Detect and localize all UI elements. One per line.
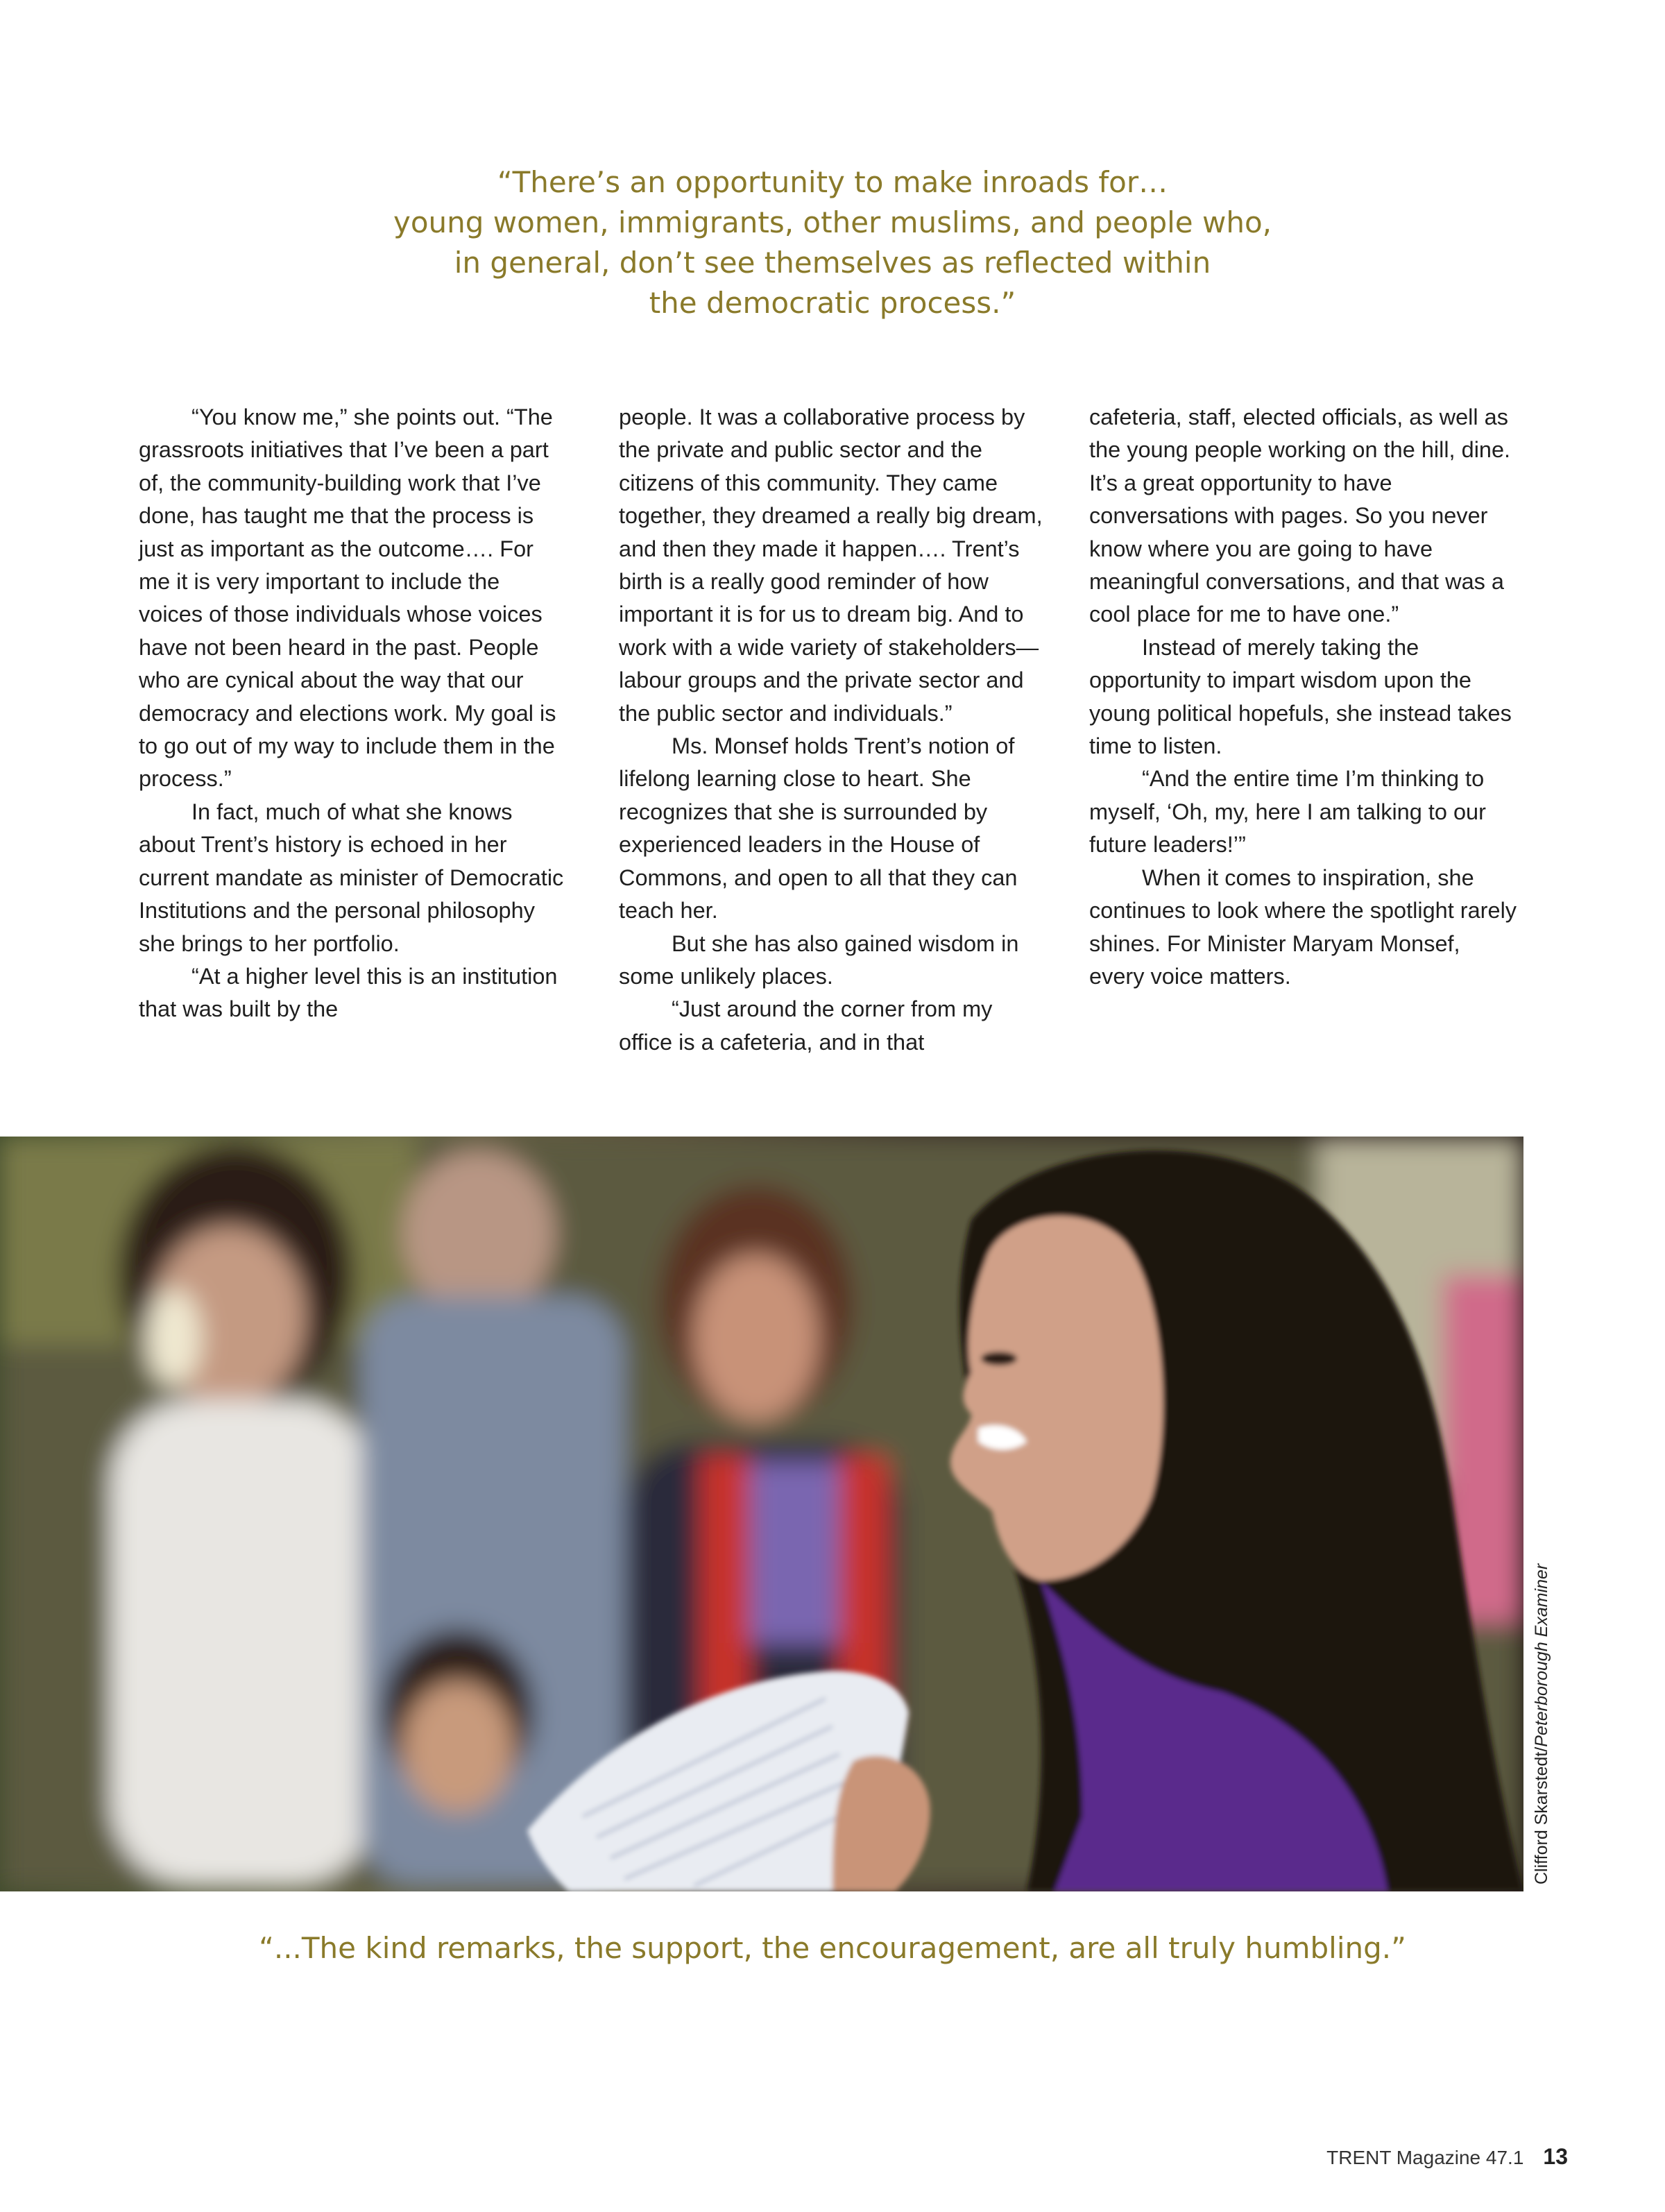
paragraph: people. It was a collaborative process by the private and public sector and the citizens of this community. They came together, they dreamed a really big dream, and then they made it happen…. Trent’s birth is a really good reminder of how important it is for us to dream big. And to work with a wide variety of stakeholders—labour groups and the private sector and the public sector and individuals.” <box>619 405 1043 726</box>
page-number: 13 <box>1543 2144 1568 2169</box>
paragraph: When it comes to inspiration, she continues to look where the spotlight rarely shines. For Minister Maryam Monsef, every voice matters. <box>1089 865 1517 989</box>
page-footer <box>1326 2144 1568 2170</box>
pull-quote-line: “There’s an opportunity to make inroads for… <box>497 165 1168 199</box>
pull-quote-line: young women, immigrants, other muslims, and people who, <box>393 205 1272 239</box>
paragraph: “Just around the corner from my office is a cafeteria, and in that <box>619 996 993 1055</box>
pull-quote-bottom: “...The kind remarks, the support, the encouragement, are all truly humbling.” <box>259 1931 1406 1965</box>
column-1 <box>139 401 569 1026</box>
paragraph: “And the entire time I’m thinking to myself, ‘Oh, my, here I am talking to our future leaders!’” <box>1089 766 1486 858</box>
magazine-name: TRENT Magazine 47.1 <box>1326 2147 1524 2168</box>
paragraph: But she has also gained wisdom in some unlikely places. <box>619 930 1019 989</box>
paragraph: “At a higher level this is an institution that was built by the <box>139 963 558 1022</box>
photo-credit-source: Peterborough Examiner <box>1532 1563 1551 1747</box>
paragraph: cafeteria, staff, elected officials, as well as the young people working on the hill, dine. It’s a great opportunity to have conversations with pages. So you never know where you are going to have meaningful conversations, and that was a cool place for me to have one.” <box>1089 405 1511 627</box>
pull-quote-top <box>208 162 1457 323</box>
paragraph: Instead of merely taking the opportunity to impart wisdom upon the young political hopefuls, she instead takes time to listen. <box>1089 634 1512 759</box>
pull-quote-line: in general, don’t see themselves as reflected within <box>454 246 1211 280</box>
feature-photo <box>0 1137 1523 1891</box>
paragraph: In fact, much of what she knows about Trent’s history is echoed in her current mandate as minister of Democratic Institutions and the personal philosophy she brings to her portfolio. <box>139 799 564 956</box>
article-columns <box>139 401 1526 1095</box>
pull-quote-line: the democratic process.” <box>649 286 1016 320</box>
column-2 <box>619 401 1049 1059</box>
photo-credit <box>1532 1564 1552 1885</box>
paragraph: “You know me,” she points out. “The grassroots initiatives that I’ve been a part of, the community-building work that I’ve done, has taught me that the process is just as important as the outcome…. For me it is very important to include the voices of those individuals whose voices have not been heard in the past. People who are cynical about the way that our democracy and elections work. My goal is to go out of my way to include them in the process.” <box>139 405 556 792</box>
column-3 <box>1089 401 1519 993</box>
paragraph: Ms. Monsef holds Trent’s notion of lifelong learning close to heart. She recognizes that she is surrounded by experienced leaders in the House of Commons, and open to all that they can teach her. <box>619 733 1018 924</box>
photo-credit-name: Clifford Skarstedt/ <box>1532 1746 1551 1885</box>
